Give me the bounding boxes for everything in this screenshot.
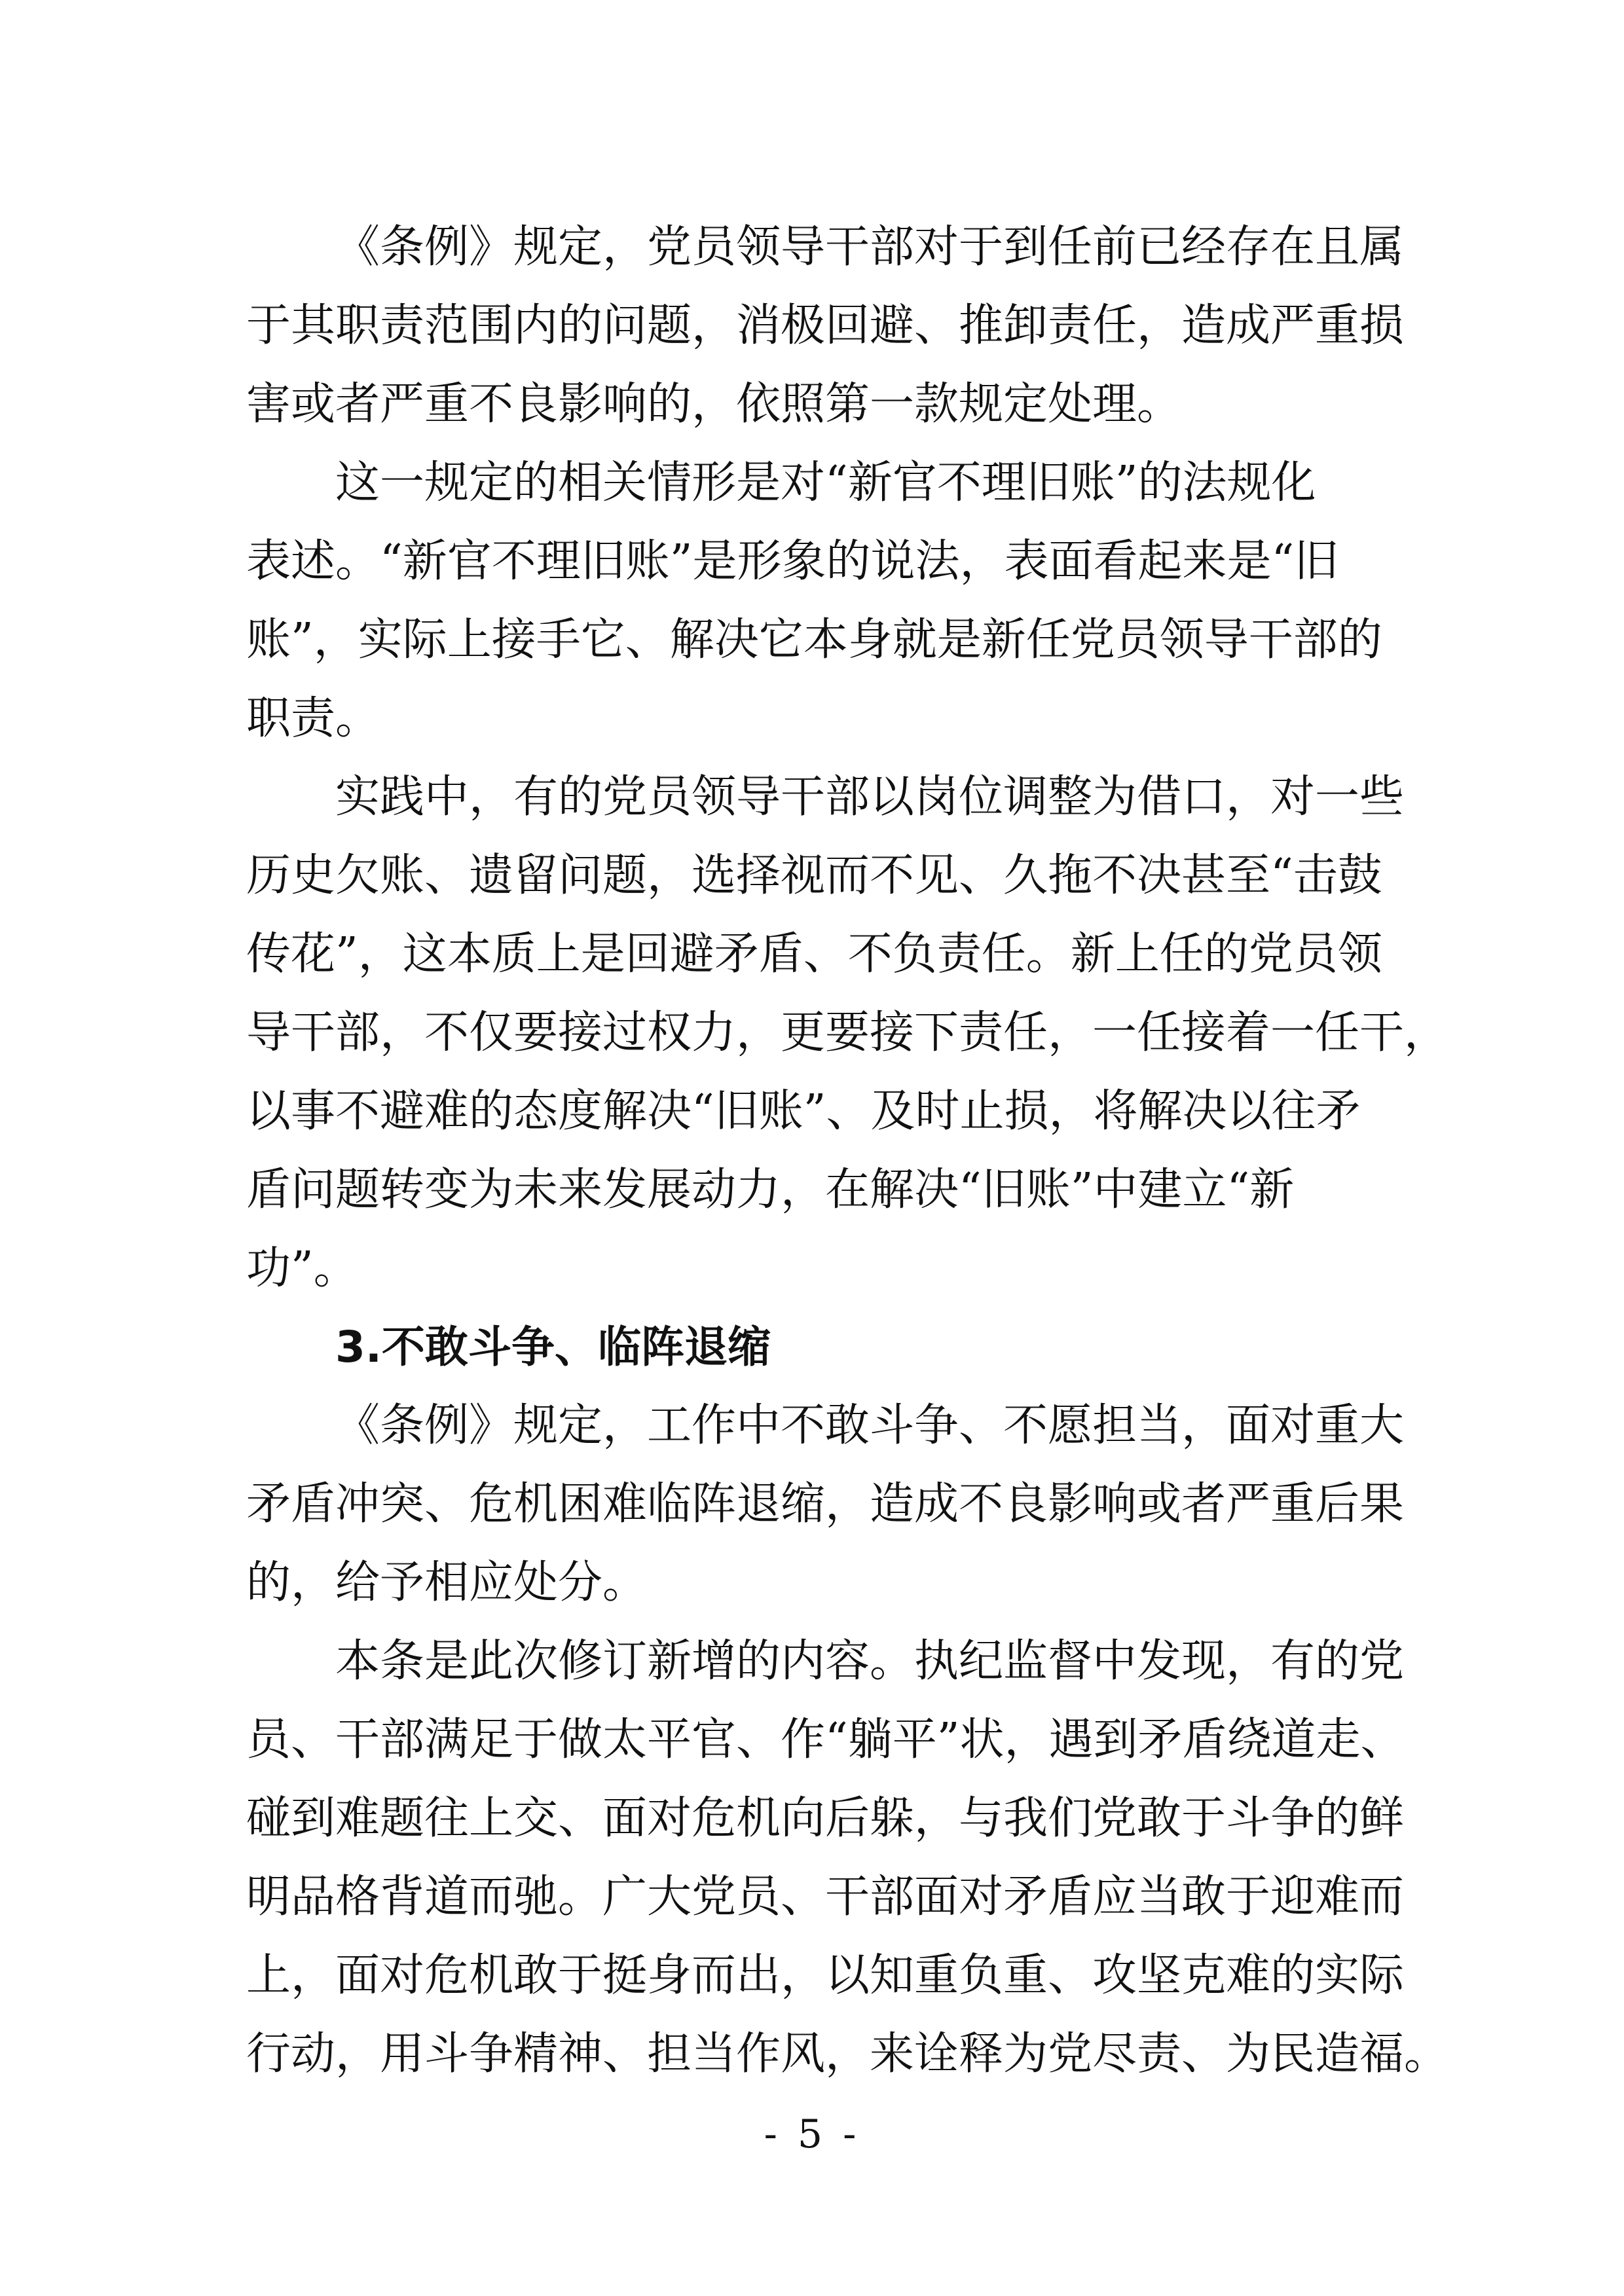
text-line: 功”。 (246, 1243, 358, 1294)
paragraph-3 (246, 758, 1449, 1308)
text-line: 上，面对危机敢于挺身而出，以知重负重、攻坚克难的实际 (246, 1950, 1405, 2001)
text-line: 以事不避难的态度解决“旧账”、及时止损，将解决以往矛 (246, 1085, 1361, 1137)
paragraph-2 (246, 444, 1386, 758)
paragraph-1 (246, 208, 1405, 444)
text-line: 员、干部满足于做太平官、作“躺平”状，遇到矛盾绕道走、 (246, 1714, 1405, 1766)
paragraph-5 (246, 1622, 1449, 2094)
text-line: 盾问题转变为未来发展动力，在解决“旧账”中建立“新 (246, 1164, 1295, 1216)
text-line: 明品格背道而驰。广大党员、干部面对矛盾应当敢于迎难而 (246, 1871, 1405, 1923)
text-line: 这一规定的相关情形是对“新官不理旧账”的法规化 (335, 457, 1316, 509)
text-line: 矛盾冲突、危机困难临阵退缩，造成不良影响或者严重后果 (246, 1478, 1405, 1530)
text-line: 《条例》规定，党员领导干部对于到任前已经存在且属 (335, 221, 1405, 273)
text-line: 本条是此次修订新增的内容。执纪监督中发现，有的党 (335, 1635, 1405, 1687)
text-line: 表述。“新官不理旧账”是形象的说法，表面看起来是“旧 (246, 536, 1339, 587)
text-line: 职责。 (246, 693, 380, 744)
section-heading: 3.不敢斗争、临阵退缩 (335, 1322, 771, 1372)
text-line: 碰到难题往上交、面对危机向后躲，与我们党敢于斗争的鲜 (246, 1793, 1405, 1844)
text-line: 行动，用斗争精神、担当作风，来诠释为党尽责、为民造福。 (246, 2028, 1449, 2080)
text-line: 《条例》规定，工作中不敢斗争、不愿担当，面对重大 (335, 1400, 1405, 1451)
page-number: - 5 - (764, 2111, 860, 2157)
text-line: 害或者严重不良影响的，依照第一款规定处理。 (246, 378, 1182, 430)
text-line: 于其职责范围内的问题，消极回避、推卸责任，造成严重损 (246, 300, 1405, 352)
text-line: 的，给予相应处分。 (246, 1557, 648, 1609)
text-line: 账”，实际上接手它、解决它本身就是新任党员领导干部的 (246, 614, 1382, 666)
paragraph-4 (246, 1387, 1405, 1622)
text-line: 导干部，不仅要接过权力，更要接下责任，一任接着一任干， (246, 1007, 1449, 1059)
text-line: 历史欠账、遗留问题，选择视而不见、久拖不决甚至“击鼓 (246, 850, 1382, 902)
text-line: 传花”，这本质上是回避矛盾、不负责任。新上任的党员领 (246, 928, 1382, 980)
document-body (246, 208, 1449, 2094)
text-line: 实践中，有的党员领导干部以岗位调整为借口，对一些 (335, 771, 1405, 823)
